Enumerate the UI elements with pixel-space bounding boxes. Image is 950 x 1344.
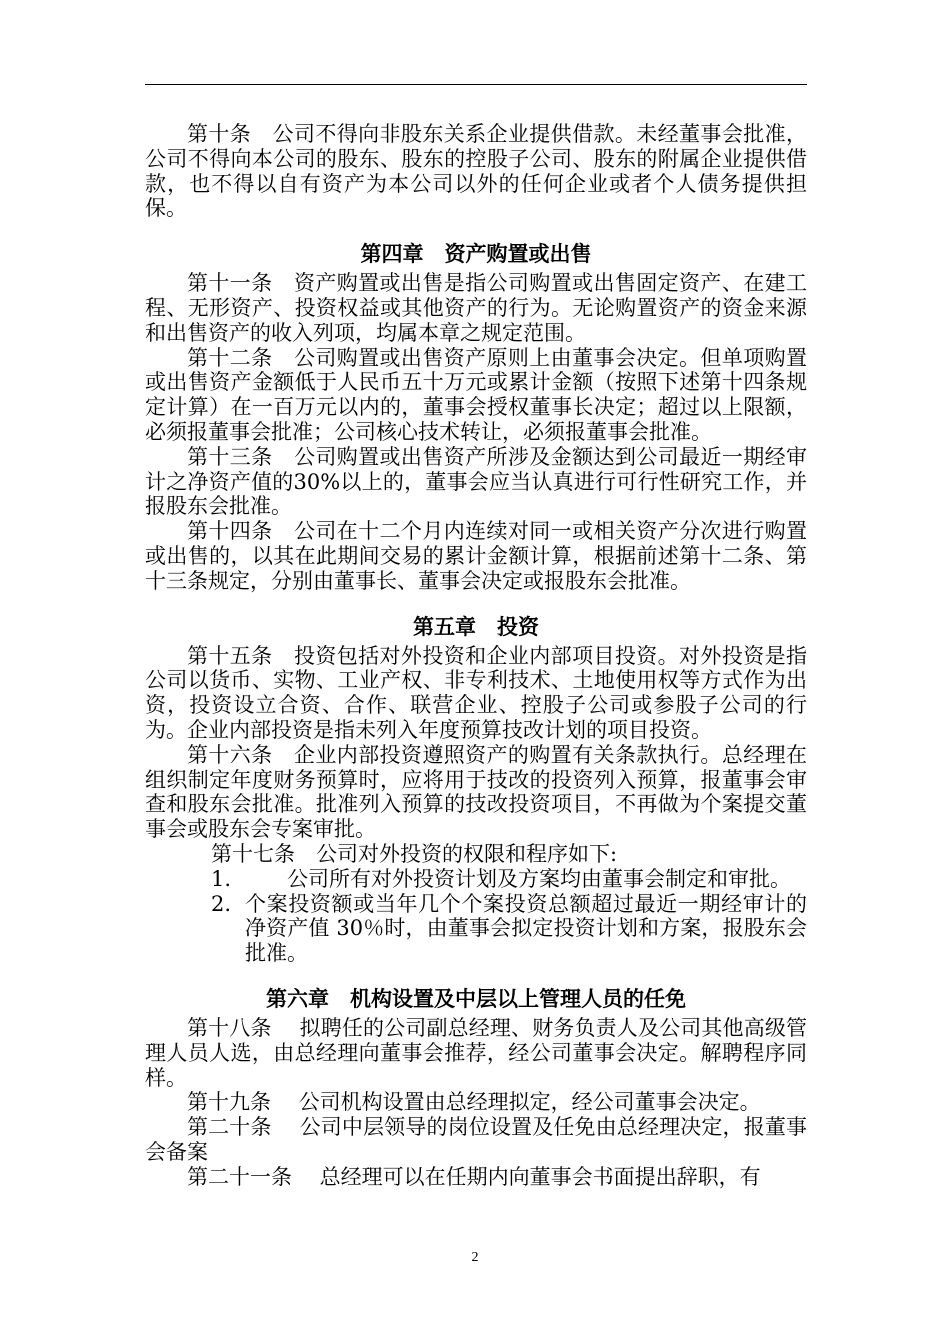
article-16: 第十六条 企业内部投资遵照资产的购置有关条款执行。总经理在组织制定年度财务预算时，应将用于技改的投资列入预算，报董事会审查和股东会批准。批准列入预算的技改投资项目，不再做为个案提交董事会或股东会专案审批。 [145,742,807,842]
list-item-text: 公司所有对外投资计划及方案均由董事会制定和审批。 [245,866,791,891]
list-item [145,867,807,892]
article-10: 第十条 公司不得向非股东关系企业提供借款。未经董事会批准，公司不得向本公司的股东、股东的控股子公司、股东的附属企业提供借款，也不得以自有资产为本公司以外的任何企业或者个人债务提供担保。 [145,122,807,221]
article-14: 第十四条 公司在十二个月内连续对同一或相关资产分次进行购置或出售的，以其在此期间交易的累计金额计算，根据前述第十二条、第十三条规定，分别由董事长、董事会决定或报股东会批准。 [145,519,807,593]
article-18: 第十八条 拟聘任的公司副总经理、财务负责人及公司其他高级管理人员人选，由总经理向董事会推荐，经公司董事会决定。解聘程序同样。 [145,1015,807,1090]
article-21: 第二十一条 总经理可以在任期内向董事会书面提出辞职，有 [187,1164,761,1189]
article-20: 第二十条 公司中层领导的岗位设置及任免由总经理决定，报董事会备案 [145,1115,807,1164]
page-number: 2 [471,1250,479,1265]
article-17: 第十七条 公司对外投资的权限和程序如下: [211,841,618,866]
chapter-6-heading: 第六章 机构设置及中层以上管理人员的任免 [266,986,686,1011]
chapter-4-heading: 第四章 资产购置或出售 [360,242,592,267]
list-item-number: 1. [211,866,232,891]
article-15: 第十五条 投资包括对外投资和企业内部项目投资。对外投资是指公司以货币、实物、工业产权、非专利技术、土地使用权等方式作为出资，投资设立合资、合作、联营企业、控股子公司或参股子公司的行为。企业内部投资是指未列入年度预算技改计划的项目投资。 [145,643,807,742]
header-rule [145,84,807,85]
article-11: 第十一条 资产购置或出售是指公司购置或出售固定资产、在建工程、无形资产、投资权益或其他资产的行为。无论购置资产的资金来源和出售资产的收入列项，均属本章之规定范围。 [145,271,807,345]
article-12: 第十二条 公司购置或出售资产原则上由董事会决定。但单项购置或出售资产金额低于人民币五十万元或累计金额（按照下述第十四条规定计算）在一百万元以内的，董事会授权董事长决定；超过以上限额，必须报董事会批准；公司核心技术转让，必须报董事会批准。 [145,345,807,444]
chapter-5-heading: 第五章 投资 [413,614,539,639]
article-13: 第十三条 公司购置或出售资产所涉及金额达到公司最近一期经审计之净资产值的30%以上的，董事会应当认真进行可行性研究工作，并报股东会批准。 [145,444,807,519]
list-item [145,892,807,966]
article-19: 第十九条 公司机构设置由总经理拟定，经公司董事会决定。 [187,1090,761,1115]
document-body [145,122,807,1189]
list-item-text: 个案投资额或当年几个个案投资总额超过最近一期经审计的净资产值 30％时，由董事会拟定投资计划和方案，报股东会批准。 [245,891,807,966]
list-item-number: 2. [211,891,232,916]
